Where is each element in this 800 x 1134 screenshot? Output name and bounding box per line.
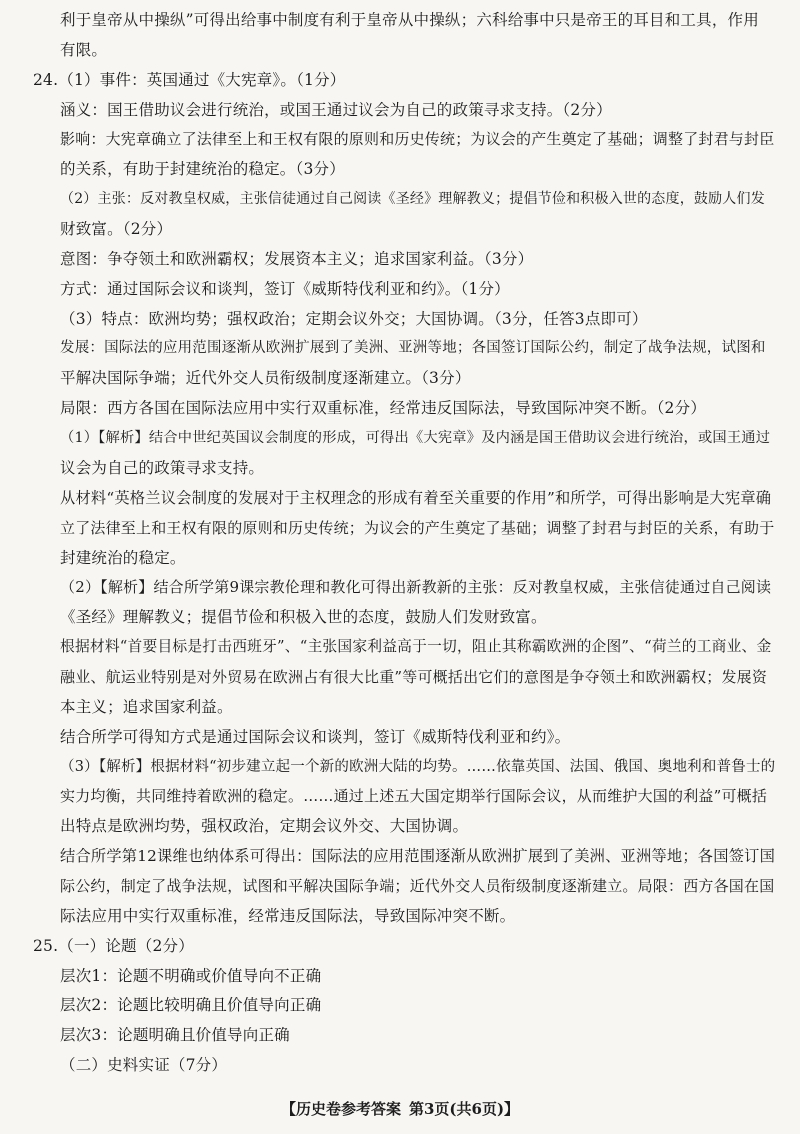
analysis-line: 本主义；追求国家利益。 [60, 698, 233, 716]
analysis-line: 融业、航运业特别是对外贸易在欧洲占有很大比重”等可概括出它们的意图是争夺领土和欧洲霸权；发展资 [60, 668, 768, 686]
analysis-line: 《圣经》理解教义；提倡节俭和积极入世的态度，鼓励人们发财致富。 [60, 608, 547, 626]
text-line: 利于皇帝从中操纵”可得出给事中制度有利于皇帝从中操纵；六科给事中只是帝王的耳目和工具，作用 [60, 11, 759, 29]
question-25-heading: 25.（一）论题（2分） [33, 937, 194, 955]
text-line: 影响：大宪章确立了法律至上和王权有限的原则和历史传统；为议会的产生奠定了基础；调整了封君与封臣 [60, 130, 775, 148]
text-line: 意图：争夺领土和欧洲霸权；发展资本主义；追求国家利益。（3分） [60, 250, 534, 268]
analysis-line: （2）【解析】结合所学第9课宗教伦理和教化可得出新教新的主张：反对教皇权威，主张信徒通过自己阅读 [60, 578, 772, 596]
text-line: 财致富。（2分） [60, 220, 173, 238]
text-line: （2）主张：反对教皇权威，主张信徒通过自己阅读《圣经》理解教义；提倡节俭和积极入世的态度，鼓励人们发 [60, 191, 765, 207]
text-line: 涵义：国王借助议会进行统治，或国王通过议会为自己的政策寻求支持。（2分） [60, 101, 612, 119]
text-line: 有限。 [60, 41, 108, 59]
text-line: 局限：西方各国在国际法应用中实行双重标准，经常违反国际法，导致国际冲突不断。（2分） [60, 399, 707, 417]
text-line: （二）史料实证（7分） [60, 1056, 228, 1074]
analysis-line: 结合所学第12课维也纳体系可得出：国际法的应用范围逐渐从欧洲扩展到了美洲、亚洲等地；各国签订国 [60, 847, 775, 865]
text-line: 平解决国际争端；近代外交人员衔级制度逐渐建立。（3分） [60, 369, 471, 387]
analysis-line: 实力均衡，共同维持着欧洲的稳定。……通过上述五大国定期举行国际会议，从而维护大国的利益”可概括 [60, 787, 768, 805]
analysis-line: 议会为自己的政策寻求支持。 [60, 459, 265, 477]
footer-page-number: 第3页(共6页)】 [408, 1100, 520, 1118]
text-line: 层次1：论题不明确或价值导向不正确 [60, 967, 322, 985]
analysis-line: （1）【解析】结合中世纪英国议会制度的形成，可得出《大宪章》及内涵是国王借助议会进行统治，或国王通过 [60, 430, 771, 446]
analysis-line: 立了法律至上和王权有限的原则和历史传统；为议会的产生奠定了基础；调整了封君与封臣的关系，有助于 [60, 519, 775, 537]
text-line: 方式：通过国际会议和谈判，签订《威斯特伐利亚和约》。（1分） [60, 280, 510, 298]
text-line: （3）特点：欧洲均势；强权政治；定期会议外交；大国协调。（3分，任答3点即可） [60, 310, 648, 328]
analysis-line: 结合所学可得知方式是通过国际会议和谈判，签订《威斯特伐利亚和约》。 [60, 728, 571, 746]
text-line: 的关系，有助于封建统治的稳定。（3分） [60, 160, 345, 178]
text-line: 层次3：论题明确且价值导向正确 [60, 1026, 290, 1044]
page-footer [0, 1099, 800, 1119]
text-line: 层次2：论题比较明确且价值导向正确 [60, 996, 322, 1014]
analysis-line: 际公约，制定了战争法规，试图和平解决国际争端；近代外交人员衔级制度逐渐建立。局限：西方各国在国 [60, 877, 775, 895]
analysis-line: （3）【解析】根据材料“初步建立起一个新的欧洲大陆的均势。……依靠英国、法国、俄国、奥地利和普鲁士的 [60, 759, 775, 775]
analysis-line: 根据材料“首要目标是打击西班牙”、“主张国家利益高于一切，阻止其称霸欧洲的企图”、“荷兰的工商业、金 [60, 638, 772, 655]
analysis-line: 从材料“英格兰议会制度的发展对于主权理念的形成有着至关重要的作用”和所学，可得出影响是大宪章确 [60, 489, 772, 507]
analysis-line: 出特点是欧洲均势，强权政治，定期会议外交、大国协调。 [60, 817, 469, 835]
analysis-line: 封建统治的稳定。 [60, 549, 186, 567]
analysis-line: 际法应用中实行双重标准，经常违反国际法，导致国际冲突不断。 [60, 907, 516, 925]
text-line: 发展：国际法的应用范围逐渐从欧洲扩展到了美洲、亚洲等地；各国签订国际公约，制定了战争法规，试图和 [60, 340, 766, 356]
footer-title: 【历史卷参考答案 [280, 1100, 401, 1118]
question-24-heading: 24.（1）事件：英国通过《大宪章》。（1分） [33, 71, 346, 89]
